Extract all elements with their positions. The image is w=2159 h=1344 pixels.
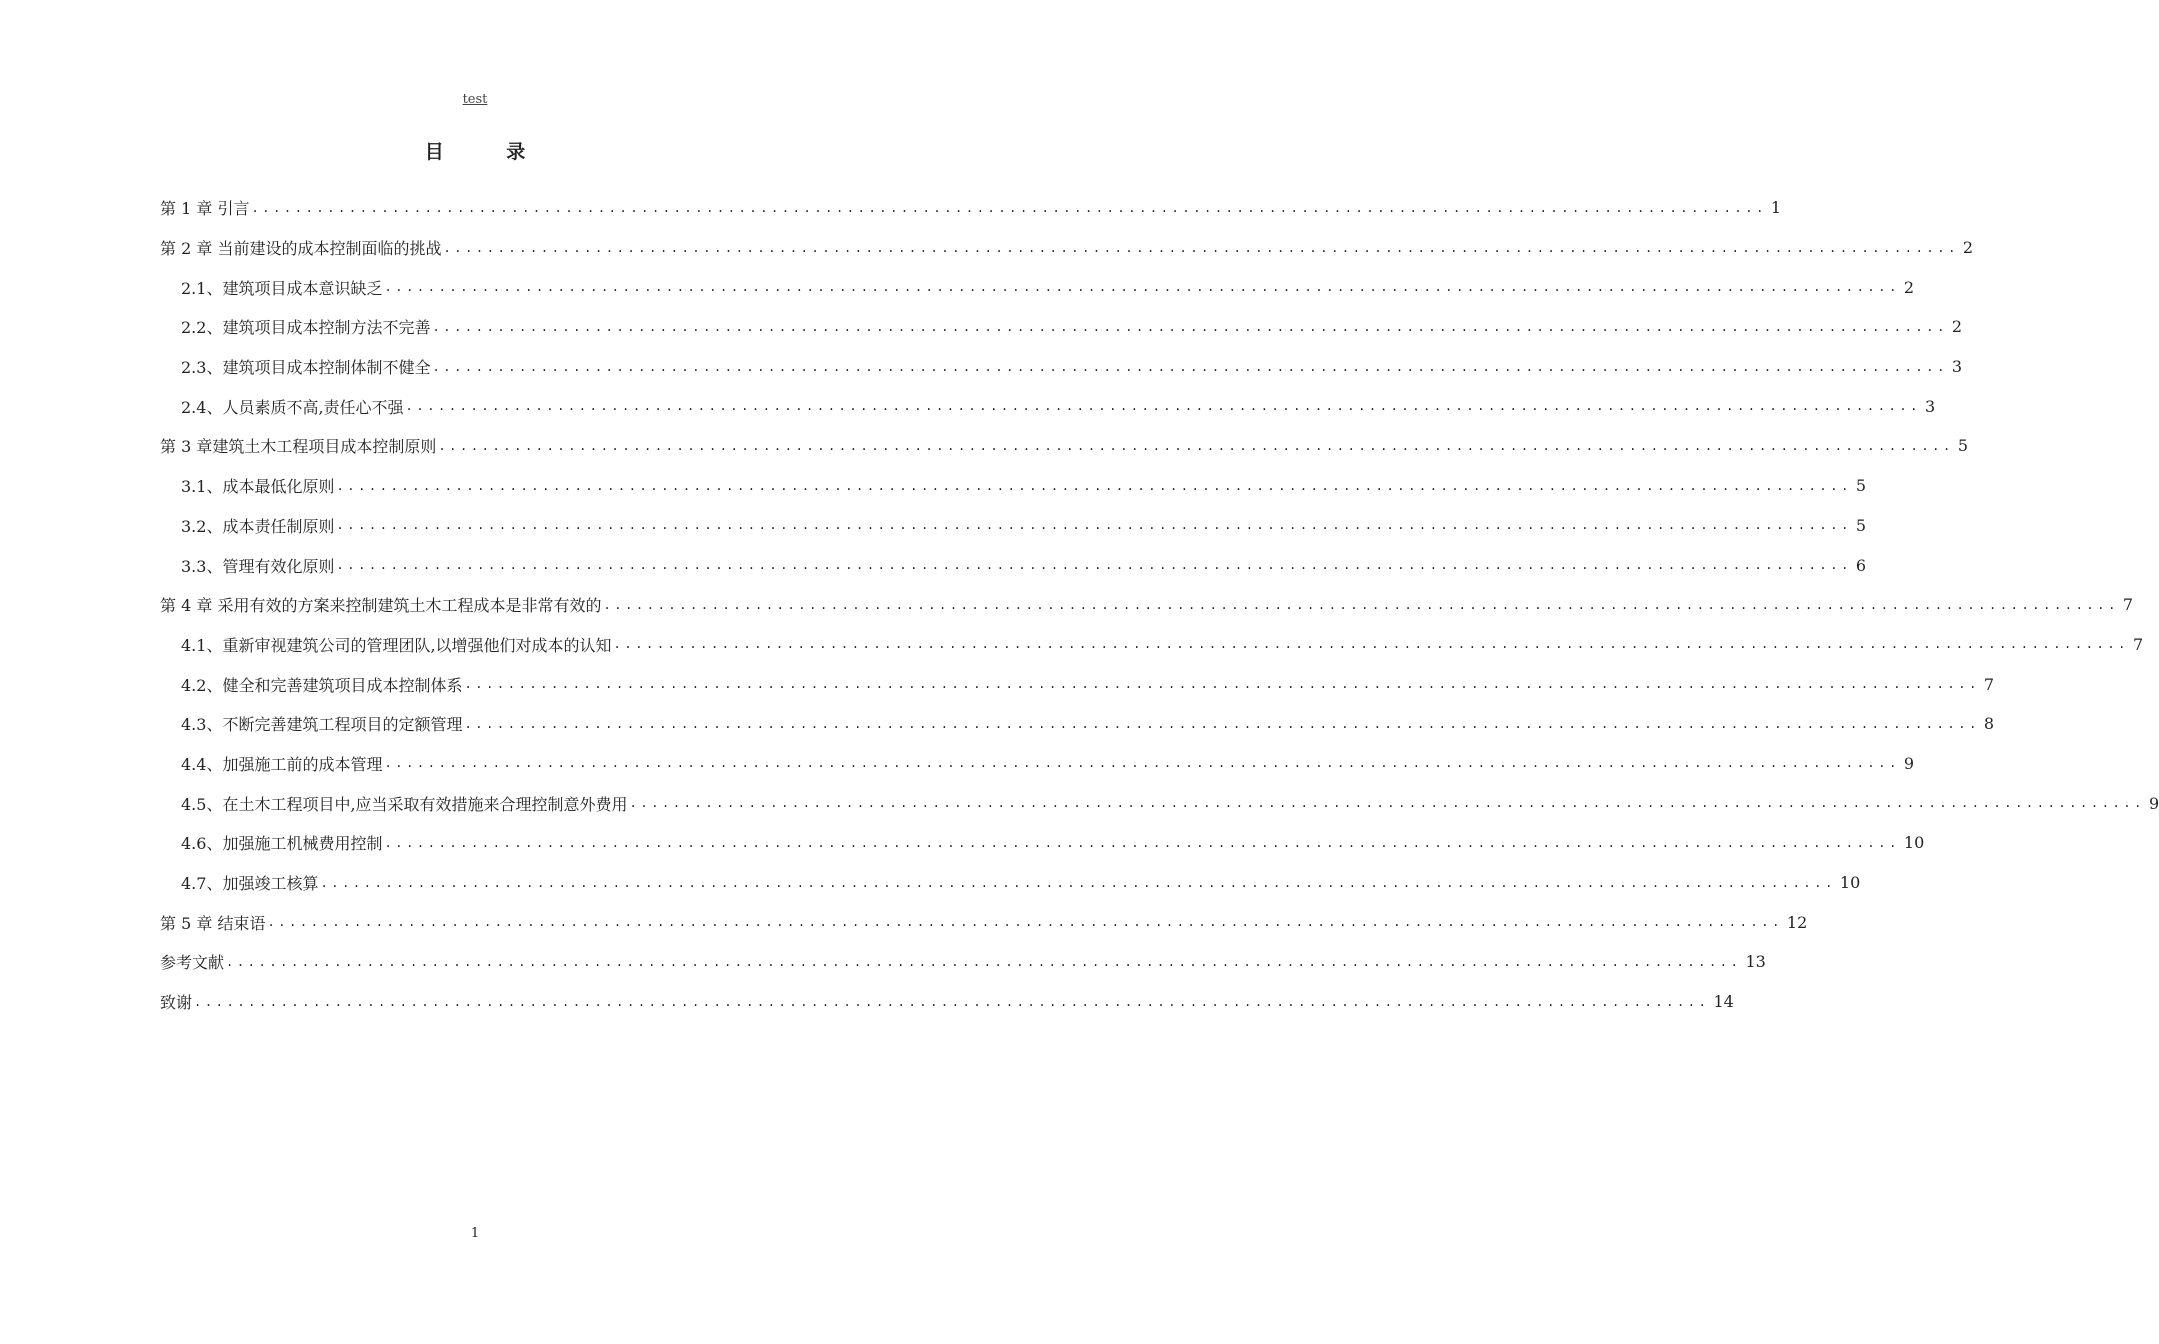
toc-entry-label: 4.1、重新审视建筑公司的管理团队,以增强他们对成本的认知 xyxy=(181,635,612,655)
toc-leader-dots: ............................................................................................................................................ xyxy=(464,716,1980,731)
toc-entry-label: 4.5、在土木工程项目中,应当采取有效措施来合理控制意外费用 xyxy=(181,794,628,814)
toc-leader-dots: ............................................................................................................................................ xyxy=(336,478,1852,493)
toc-entry[interactable] xyxy=(160,823,1925,863)
toc-entry-label: 参考文献 xyxy=(160,953,225,973)
toc-entry-label: 3.2、成本责任制原则 xyxy=(181,516,335,536)
toc-leader-dots: ............................................................................................................................................ xyxy=(432,359,1948,374)
toc-entry-page: 3 xyxy=(1951,357,1963,377)
toc-entry-label: 3.1、成本最低化原则 xyxy=(181,477,335,497)
toc-entry[interactable] xyxy=(160,386,1936,426)
toc-entry[interactable] xyxy=(160,902,1808,942)
toc-entry[interactable] xyxy=(160,585,2134,625)
toc-leader-dots: ............................................................................................................................................ xyxy=(464,677,1980,692)
toc-entry-label: 致谢 xyxy=(160,993,193,1013)
toc-entry[interactable] xyxy=(160,942,1766,982)
toc-entry-page: 3 xyxy=(1925,396,1936,416)
toc-entry[interactable] xyxy=(160,545,1867,585)
toc-entry-page: 7 xyxy=(2122,595,2134,615)
toc-entry-page: 10 xyxy=(1903,833,1925,853)
toc-entry[interactable] xyxy=(160,466,1867,506)
toc-entry-label: 2.2、建筑项目成本控制方法不完善 xyxy=(181,318,431,338)
toc-entry[interactable] xyxy=(160,188,1782,228)
page-header: test xyxy=(462,92,488,107)
toc-entry-page: 5 xyxy=(1855,515,1867,535)
toc-leader-dots: ............................................................................................................................................ xyxy=(251,200,1767,215)
toc-entry-label: 2.3、建筑项目成本控制体制不健全 xyxy=(181,358,431,378)
toc-entry-label: 4.6、加强施工机械费用控制 xyxy=(181,834,383,854)
toc-entry-page: 13 xyxy=(1745,952,1766,972)
toc-entry-label: 2.4、人员素质不高,责任心不强 xyxy=(181,397,404,417)
toc-entry-page: 1 xyxy=(1770,198,1782,218)
toc-entry[interactable] xyxy=(160,783,2159,823)
toc-entry-page: 2 xyxy=(1903,277,1915,297)
toc-entry[interactable] xyxy=(160,704,1995,744)
toc-leader-dots: ............................................................................................................................................ xyxy=(336,558,1852,573)
page-number: 1 xyxy=(470,1226,480,1241)
toc-entry[interactable] xyxy=(160,982,1734,1022)
toc-entry[interactable] xyxy=(160,307,1963,347)
toc-entry[interactable] xyxy=(160,228,1974,268)
toc-entry-label: 4.7、加强竣工核算 xyxy=(181,874,319,894)
toc-entry-page: 9 xyxy=(2149,793,2159,813)
toc-entry[interactable] xyxy=(160,347,1963,387)
toc-leader-dots: ............................................................................................................................................ xyxy=(438,438,1954,453)
toc-entry[interactable] xyxy=(160,426,1968,466)
toc-entry-page: 2 xyxy=(1962,238,1974,258)
toc-leader-dots: ............................................................................................................................................ xyxy=(320,875,1836,890)
toc-leader-dots: ............................................................................................................................................ xyxy=(613,637,2129,652)
toc-entry-page: 7 xyxy=(2133,634,2144,654)
toc-entry-page: 10 xyxy=(1839,873,1861,893)
toc-leader-dots: ............................................................................................................................................ xyxy=(384,280,1900,295)
toc-entry[interactable] xyxy=(160,506,1867,546)
toc-entry-page: 12 xyxy=(1786,912,1808,932)
toc-entry-label: 4.3、不断完善建筑工程项目的定额管理 xyxy=(181,715,463,735)
toc-leader-dots: ............................................................................................................................................ xyxy=(432,319,1948,334)
toc-entry[interactable] xyxy=(160,744,1915,784)
toc-leader-dots: ............................................................................................................................................ xyxy=(194,994,1710,1009)
toc-entry-page: 6 xyxy=(1855,555,1867,575)
toc-entry-label: 第 2 章 当前建设的成本控制面临的挑战 xyxy=(160,239,442,259)
toc-entry-label: 4.4、加强施工前的成本管理 xyxy=(181,754,383,774)
toc-entry-page: 5 xyxy=(1957,436,1968,456)
toc-entry-label: 第 4 章 采用有效的方案来控制建筑土木工程成本是非常有效的 xyxy=(160,596,602,616)
toc-leader-dots: ............................................................................................................................................ xyxy=(336,518,1852,533)
toc-leader-dots: ............................................................................................................................................ xyxy=(384,835,1900,850)
toc-leader-dots: ............................................................................................................................................ xyxy=(603,597,2119,612)
toc-entry-page: 2 xyxy=(1951,317,1963,337)
toc-entry[interactable] xyxy=(160,625,2144,665)
toc-leader-dots: ............................................................................................................................................ xyxy=(405,399,1921,414)
toc-entry-label: 第 1 章 引言 xyxy=(160,199,250,219)
toc-entry[interactable] xyxy=(160,863,1861,903)
toc-leader-dots: ............................................................................................................................................ xyxy=(226,954,1742,969)
toc-entry-label: 第 5 章 结束语 xyxy=(160,913,266,933)
toc-entry-page: 14 xyxy=(1713,992,1734,1012)
toc-leader-dots: ............................................................................................................................................ xyxy=(629,796,2145,811)
table-of-contents xyxy=(160,188,2159,1021)
toc-entry-label: 3.3、管理有效化原则 xyxy=(181,556,335,576)
toc-leader-dots: ............................................................................................................................................ xyxy=(267,915,1783,930)
toc-entry-page: 9 xyxy=(1903,753,1915,773)
toc-entry-label: 2.1、建筑项目成本意识缺乏 xyxy=(181,278,383,298)
page-title: 目 录 xyxy=(424,141,554,163)
toc-entry[interactable] xyxy=(160,267,1915,307)
toc-entry-label: 4.2、健全和完善建筑项目成本控制体系 xyxy=(181,675,463,695)
toc-entry[interactable] xyxy=(160,664,1995,704)
toc-entry-page: 5 xyxy=(1855,476,1867,496)
toc-entry-page: 7 xyxy=(1983,674,1995,694)
toc-leader-dots: ............................................................................................................................................ xyxy=(443,240,1959,255)
toc-leader-dots: ............................................................................................................................................ xyxy=(384,756,1900,771)
toc-entry-page: 8 xyxy=(1983,714,1995,734)
toc-entry-label: 第 3 章建筑土木工程项目成本控制原则 xyxy=(160,437,437,457)
